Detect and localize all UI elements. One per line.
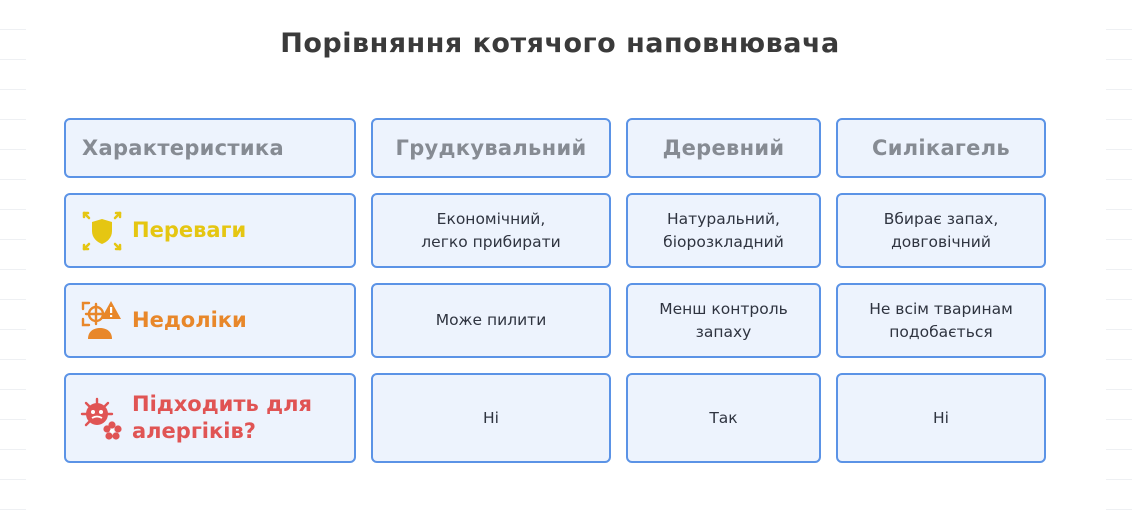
value-cons-silica: Не всім тваринам подобається xyxy=(869,299,1013,341)
cell-cons-silica xyxy=(836,283,1046,358)
cell-allergy-silica xyxy=(836,373,1046,463)
cell-pros-clumping xyxy=(371,193,611,268)
paper-lines-right xyxy=(1106,0,1132,532)
row-label-cons: Недоліки xyxy=(132,308,247,332)
value-pros-clumping: Економічний, легко прибирати xyxy=(421,209,561,251)
row-head-cons xyxy=(64,283,356,358)
row-head-pros xyxy=(64,193,356,268)
value-cons-clumping: Може пилити xyxy=(435,311,547,329)
virus-flower-icon xyxy=(80,396,124,440)
cell-pros-silica xyxy=(836,193,1046,268)
value-allergy-wood: Так xyxy=(709,408,738,427)
header-clumping: Грудкувальний xyxy=(371,118,611,178)
cell-cons-wood xyxy=(626,283,821,358)
paper-lines-left xyxy=(0,0,26,532)
cell-pros-wood xyxy=(626,193,821,268)
shield-sparkle-icon xyxy=(80,209,124,253)
header-characteristic: Характеристика xyxy=(64,118,356,178)
value-allergy-clumping: Ні xyxy=(483,408,499,427)
cell-cons-clumping xyxy=(371,283,611,358)
cell-allergy-wood xyxy=(626,373,821,463)
value-allergy-silica: Ні xyxy=(933,408,949,427)
page-title: Порівняння котячого наповнювача xyxy=(280,28,840,59)
value-pros-silica: Вбирає запах, довговічний xyxy=(883,209,999,251)
header-wood: Деревний xyxy=(626,118,821,178)
row-label-pros: Переваги xyxy=(132,218,247,242)
value-pros-wood: Натуральний, біорозкладний xyxy=(663,209,784,251)
row-label-allergy: Підходить для алергіків? xyxy=(132,392,312,443)
value-cons-wood: Менш контроль запаху xyxy=(659,299,788,341)
header-silica: Силікагель xyxy=(836,118,1046,178)
row-head-allergy xyxy=(64,373,356,463)
cell-allergy-clumping xyxy=(371,373,611,463)
warning-target-icon xyxy=(80,299,124,343)
